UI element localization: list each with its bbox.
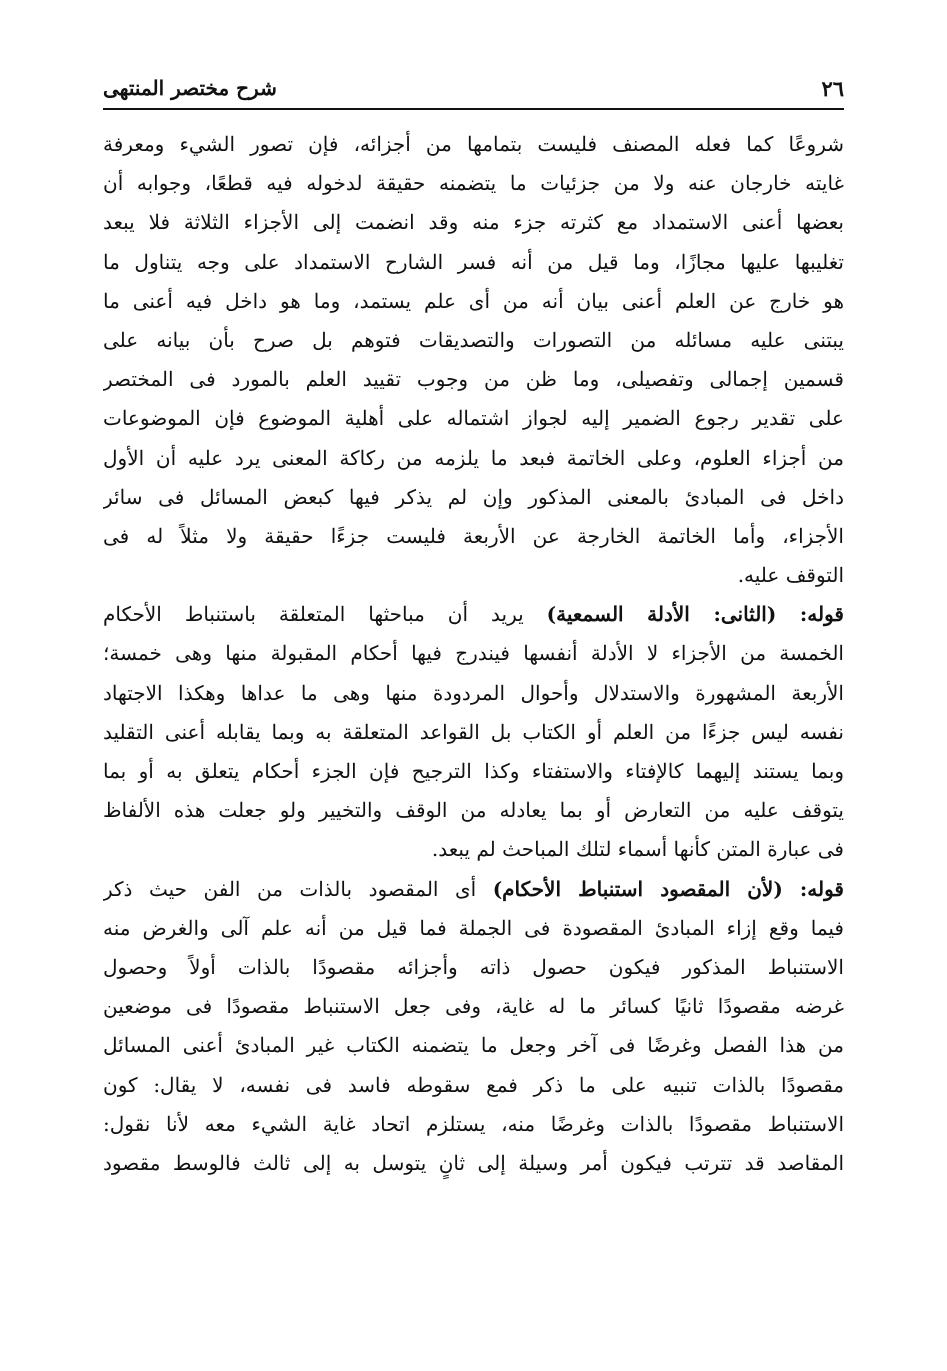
text-line: يتوقف عليه من التعارض أو بما يعادله من الوقف والتخيير ولو جعلت هذه الألفاظ: [103, 798, 844, 823]
text-line: [103, 870, 844, 909]
text-line: بعضها أعنى الاستمداد مع كثرته جزء منه وقد انضمت إلى الأجزاء الثلاثة فلا يبعد: [103, 210, 844, 235]
text-line: يبتنى عليه مسائله من التصورات والتصديقات فتوهم بل صرح بأن بيانه على: [103, 327, 844, 352]
text-line: الأجزاء، وأما الخاتمة الخارجة عن الأربعة فليست جزءًا حقيقة ولا مثلاً له فى: [103, 523, 844, 548]
text-line: الاستنباط المذكور فيكون حصول ذاته وأجزائه مقصودًا بالذات أولاً وحصول: [103, 954, 844, 979]
text-line: المقاصد قد تترتب فيكون أمر وسيلة إلى ثانٍ يتوسل به إلى ثالث فالوسط مقصود: [103, 1150, 844, 1175]
paragraph-2: [103, 595, 844, 869]
text-line: نفسه ليس جزءًا من العلم أو الكتاب بل القواعد المتعلقة به وبما يقابله أعنى التقليد: [103, 719, 844, 744]
body-text: [103, 125, 844, 1183]
text-line: الاستنباط مقصودًا بالذات وغرضًا منه، يستلزم اتحاد غاية الشيء معه لأنا نقول:: [103, 1111, 844, 1136]
text-line: غايته خارجان عنه ولا من جزئيات ما يتضمنه حقيقة لدخوله فيه قطعًا، وجوابه أن: [103, 171, 844, 196]
running-title: شرح مختصر المنتهى: [103, 76, 277, 100]
text-line: الخمسة من الأجزاء لا الأدلة أنفسها فيندرج فيها أحكام المقبولة منها وهى خمسة؛: [103, 641, 844, 666]
text-run: يريد أن مباحثها المتعلقة باستنباط الأحكام: [103, 602, 524, 627]
page-header: [103, 72, 844, 106]
text-line: هو خارج عن العلم أعنى بيان أنه من أى علم يستمد، وما هو داخل فيه أعنى ما: [103, 288, 844, 313]
text-line: الأربعة المشهورة والاستدلال وأحوال المردودة منها وهى ما عداها وهكذا الاجتهاد: [103, 680, 844, 705]
text-line: غرضه مقصودًا ثانيًا كسائر ما له غاية، وفى جعل الاستنباط مقصودًا فى موضعين: [103, 994, 844, 1019]
header-divider: [103, 108, 844, 110]
text-line: شروعًا كما فعله المصنف فليست بتمامها من أجزائه، فإن تصور الشيء ومعرفة: [103, 132, 844, 156]
paragraph-3: [103, 870, 844, 1184]
text-line: من هذا الفصل وغرضًا فى آخر وجعل ما يتضمنه الكتاب غير المبادئ أعنى المسائل: [103, 1033, 844, 1058]
text-line: داخل فى المبادئ بالمعنى المذكور وإن لم يذكر فيها كبعض المسائل فى سائر: [103, 484, 844, 509]
text-line: التوقف عليه.: [737, 563, 844, 588]
text-line: [103, 595, 844, 634]
paragraph-1: [103, 125, 844, 595]
page-number: ٢٦: [821, 76, 844, 101]
text-line: تغليبها عليها مجازًا، وما قيل من أنه فسر الشارح الاستمداد على وجه يتناول ما: [103, 249, 844, 274]
text-line: مقصودًا بالذات تنبيه على ما ذكر فمع سقوطه فاسد فى نفسه، لا يقال: كون: [103, 1072, 844, 1097]
text-run: أى المقصود بالذات من الفن حيث ذكر: [103, 876, 477, 901]
text-line: فيما وقع إزاء المبادئ المقصودة فى الجملة فما قيل من أنه علم آلى والغرض منه: [103, 915, 844, 940]
commentary-lemma: قوله: (لأن المقصود استنباط الأحكام): [492, 876, 844, 901]
text-line: فى عبارة المتن كأنها أسماء لتلك المباحث لم يبعد.: [431, 837, 844, 862]
text-line: على تقدير رجوع الضمير إليه لجواز اشتماله على أهلية الموضوع فإن الموضوعات: [103, 406, 844, 431]
text-line: من أجزاء العلوم، وعلى الخاتمة فبعد ما يلزمه من ركاكة المعنى يرد عليه أن الأول: [103, 445, 844, 470]
text-line: قسمين إجمالى وتفصيلى، وما ظن من وجوب تقييد العلم بالمورد فى المختصر: [103, 367, 844, 392]
commentary-lemma: قوله: (الثانى: الأدلة السمعية): [546, 602, 844, 627]
text-line: وبما يستند إليهما كالإفتاء والاستفتاء وكذا الترجيح فإن الجزء أحكام يتعلق به أو بما: [103, 759, 844, 783]
